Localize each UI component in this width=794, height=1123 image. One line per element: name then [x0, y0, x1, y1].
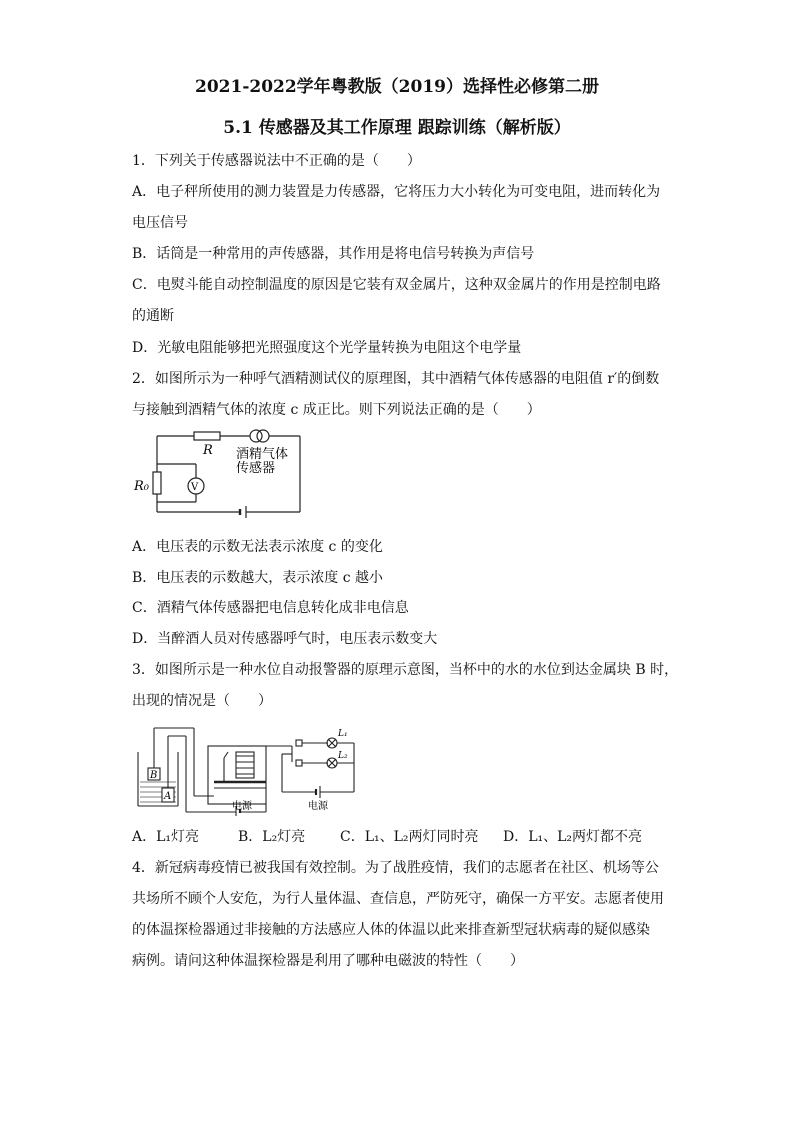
sensor-icon	[250, 430, 262, 442]
q3-option-b: B．L₂灯亮	[238, 829, 306, 845]
label-l1: L₁	[338, 729, 348, 739]
q3-option-c: C．L₁、L₂两灯同时亮	[340, 829, 479, 845]
q1-option-b: B．话筒是一种常用的声传感器，其作用是将电信号转换为声信号	[132, 246, 535, 262]
water-level-alarm-diagram	[132, 722, 364, 816]
breathalyzer-circuit-diagram	[132, 426, 307, 526]
document-subtitle: 5.1 传感器及其工作原理 跟踪训练（解析版）	[223, 118, 571, 138]
resistor-r	[194, 432, 220, 440]
q1-option-c: C．电熨斗能自动控制温度的原因是它装有双金属片，这种双金属片的作用是控制电路	[132, 277, 661, 293]
q4-stem-1: 4．新冠病毒疫情已被我国有效控制。为了战胜疫情，我们的志愿者在社区、机场等公	[132, 860, 659, 876]
q2-option-a: A．电压表的示数无法表示浓度 c 的变化	[132, 539, 383, 555]
q1-option-d: D．光敏电阻能够把光照强度这个光学量转换为电阻这个电学量	[132, 340, 522, 356]
label-r0: R₀	[134, 479, 149, 494]
q1-option-c-cont: 的通断	[132, 308, 174, 324]
q2-stem-cont: 与接触到酒精气体的浓度 c 成正比。则下列说法正确的是（ ）	[132, 402, 541, 418]
label-voltmeter: V	[191, 482, 199, 493]
q3-stem-cont: 出现的情况是（ ）	[132, 693, 272, 709]
q1-option-a: A．电子秤所使用的测力装置是力传感器，它将压力大小转化为可变电阻，进而转化为	[132, 184, 661, 200]
label-sensor-2: 传感器	[236, 461, 276, 476]
label-sensor-1: 酒精气体	[236, 447, 289, 462]
q2-option-d: D．当醉酒人员对传感器呼气时，电压表示数变大	[132, 631, 438, 647]
q2-option-c: C．酒精气体传感器把电信息转化成非电信息	[132, 600, 409, 616]
q4-stem-3: 的体温探检器通过非接触的方法感应人体的体温以此来排查新型冠状病毒的疑似感染	[132, 922, 650, 938]
q1-option-a-cont: 电压信号	[132, 215, 188, 231]
q3-stem: 3．如图所示是一种水位自动报警器的原理示意图，当杯中的水的水位到达金属块 B 时，	[132, 662, 679, 678]
label-a: A	[164, 791, 172, 802]
label-power-1: 电源	[232, 801, 252, 812]
document-title: 2021-2022学年粤教版（2019）选择性必修第二册	[195, 77, 599, 97]
q1-stem: 1．下列关于传感器说法中不正确的是（ ）	[132, 153, 421, 169]
q4-stem-2: 共场所不顾个人安危，为行人量体温、查信息，严防死守，确保一方平安。志愿者使用	[132, 891, 664, 907]
q2-stem: 2．如图所示为一种呼气酒精测试仪的原理图，其中酒精气体传感器的电阻值 r′的倒数	[132, 371, 660, 387]
q4-stem-4: 病例。请问这种体温探检器是利用了哪种电磁波的特性（ ）	[132, 953, 524, 969]
q2-option-b: B．电压表的示数越大，表示浓度 c 越小	[132, 570, 384, 586]
q3-option-d: D．L₁、L₂两灯都不亮	[503, 829, 643, 845]
label-l2: L₂	[338, 751, 348, 761]
q3-option-a: A．L₁灯亮	[132, 829, 200, 845]
label-r: R	[203, 443, 213, 458]
resistor-r0	[153, 472, 161, 494]
label-b: B	[150, 770, 158, 781]
label-power-2: 电源	[308, 801, 328, 812]
